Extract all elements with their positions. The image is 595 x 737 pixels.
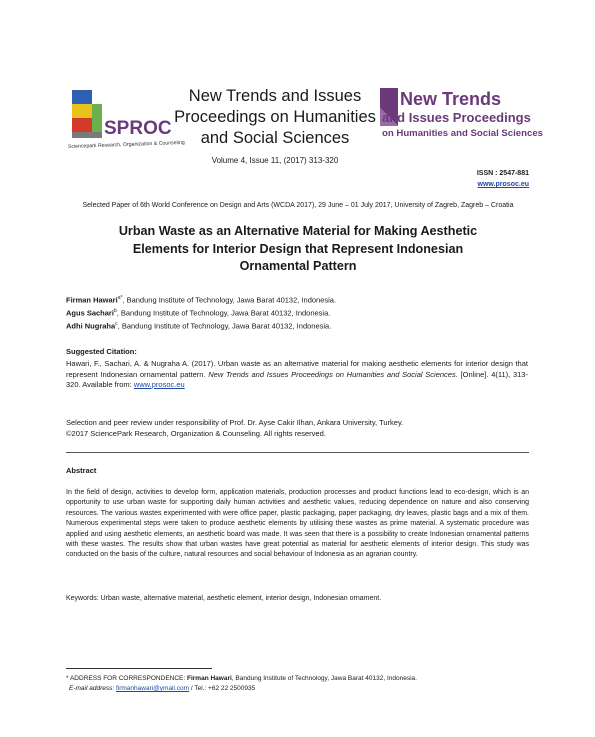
peer-review-line: Selection and peer review under responsibility of Prof. Dr. Ayse Cakir Ilhan, Ankara University, Turkey. (66, 418, 404, 427)
footnote-divider (66, 668, 212, 669)
paper-title (66, 223, 530, 276)
author-line (66, 295, 336, 305)
author-line (66, 321, 331, 331)
citation-link[interactable]: www.prosoc.eu (133, 380, 185, 389)
footnote-affiliation: , Bandung Institute of Technology, Jawa Barat 40132, Indonesia. (231, 675, 417, 682)
author-affiliation: , Bandung Institute of Technology, Jawa Barat 40132, Indonesia. (117, 321, 332, 331)
paper-title-line-1: Urban Waste as an Alternative Material for Making Aesthetic (118, 224, 478, 238)
journal-logo-graphic (380, 86, 566, 144)
footnote-prefix: * ADDRESS FOR CORRESPONDENCE: (66, 675, 187, 682)
author-name: Adhi Nugraha (66, 321, 116, 331)
paper-title-line-3: Ornamental Pattern (239, 259, 357, 273)
citation-journal: New Trends and Issues Proceedings on Humanities and Social Sciences. (208, 369, 458, 379)
peer-review-note (66, 417, 536, 439)
journal-title-line-1: New Trends and Issues (188, 87, 362, 105)
conference-note: Selected Paper of 6th World Conference on Design and Arts (WCDA 2017), 29 June – 01 July 2017, University of Zagreb, Zagreb – Croatia (82, 202, 514, 209)
journal-logo-line-2: and Issues Proceedings (382, 110, 531, 125)
journal-logo-line-3: on Humanities and Social Sciences (382, 128, 544, 139)
sproc-logo-caption: Sciencepark Research, Organization & Counseling (67, 139, 185, 150)
sproc-logo-graphic (66, 82, 185, 154)
author-name: Agus Sachari (66, 308, 114, 318)
sproc-logo (66, 82, 185, 154)
author-affiliation: , Bandung Institute of Technology, Jawa Barat 40132, Indonesia. (116, 308, 331, 318)
keywords: Keywords: Urban waste, alternative material, aesthetic element, interior design, Indonesian ornament. (66, 595, 382, 602)
author-affil-mark: c (115, 321, 118, 327)
author-affil-mark: a* (117, 295, 123, 301)
citation-body (66, 359, 528, 391)
citation-text: Hawari, F., Sachari, A. & Nugraha A. (2017). Urban waste as an alternative material for making aesthetic elements for interior design that represent Indonesian ornamental pattern. (66, 359, 528, 379)
footnote-name: Firman Hawari (187, 675, 232, 682)
author-affiliation: , Bandung Institute of Technology, Jawa Barat 40132, Indonesia. (122, 295, 337, 305)
author-line (66, 308, 330, 318)
citation-heading: Suggested Citation: (66, 347, 137, 356)
journal-title-line-2: Proceedings on Humanities (174, 108, 376, 126)
journal-logo-line-1: New Trends (400, 89, 502, 109)
author-affil-mark: b (113, 308, 117, 314)
author-name: Firman Hawari (66, 295, 118, 305)
correspondence-footnote (66, 675, 536, 682)
journal-title (170, 86, 380, 149)
journal-title-line-3: and Social Sciences (200, 129, 350, 147)
contact-footnote (69, 685, 539, 692)
abstract-heading: Abstract (66, 466, 97, 475)
website-link[interactable]: www.prosoc.eu (477, 181, 529, 188)
citation-tail: [Online]. 4(11), 313-320. Available from: (66, 369, 528, 389)
phone-number: / Tel.: +62 22 2500935 (189, 685, 256, 692)
email-link[interactable]: firmanhawari@ymail.com (115, 685, 190, 692)
section-divider (66, 452, 529, 453)
volume-issue: Volume 4, Issue 11, (2017) 313-320 (211, 156, 339, 165)
copyright-line: ©2017 SciencePark Research, Organization & Counseling. All rights reserved. (66, 429, 326, 438)
email-label: E-mail address: (69, 685, 116, 692)
sproc-logo-text: SPROC (104, 118, 172, 139)
issn: ISSN : 2547-881 (476, 170, 529, 177)
journal-logo (380, 86, 566, 144)
paper-title-line-2: Elements for Interior Design that Represent Indonesian (132, 241, 464, 256)
abstract-body: In the field of design, activities to develop form, application materials, production processes and product functions lead to eco-design, which is an opportunity to use urban waste for supporting daily human activities and aesthetic values, reducing dependence on nature and also conserving resources. The various wastes experimented with were office paper, plastic packaging, paper packaging, dry leaves, plastic bags and a mix of them. Numerous experimental steps were taken to produce aesthetic elements by utilising these wastes as prime material. A systematic procedure was applied and using aesthetic elements, an aesthetic board was made. It was seen that there is a possibility to create Indonesian ornamental patterns with these wastes. The results show that urban wastes have great potential as material for aesthetic elements of interior design. This study was conducted on the basis of the culture, natural resources and social behaviour of Indonesia as an agrarian country. (66, 489, 529, 559)
